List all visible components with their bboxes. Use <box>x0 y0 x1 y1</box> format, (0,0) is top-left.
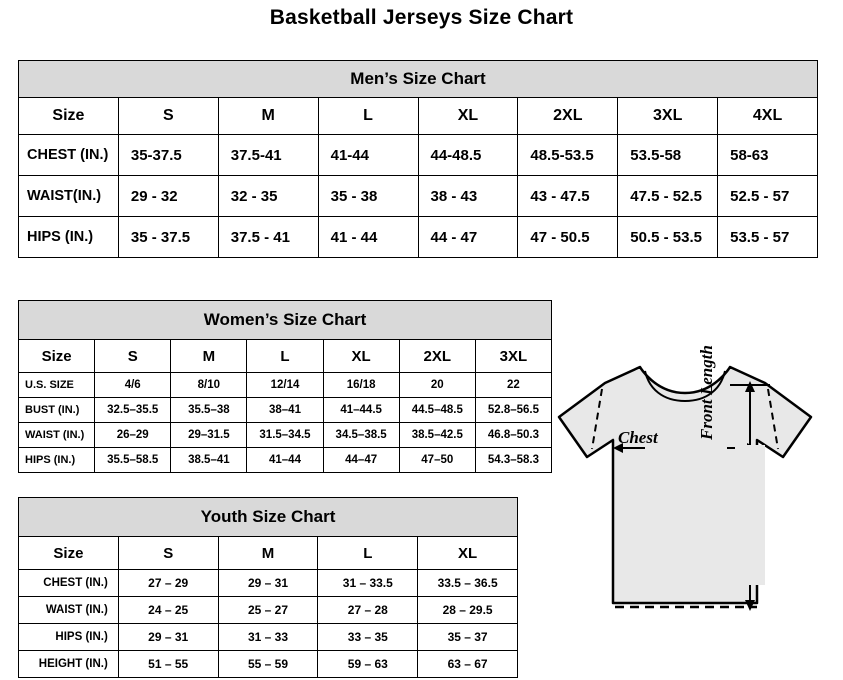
table-header-row <box>19 98 818 135</box>
womens-col-l: L <box>247 340 323 373</box>
shirt-outline <box>559 367 811 603</box>
mens-col-2xl: 2XL <box>518 98 618 135</box>
womens-row-label-us-size: U.S. SIZE <box>19 373 95 398</box>
youth-chest-xl: 33.5 – 36.5 <box>418 570 518 597</box>
front-length-measure-label: Front Length <box>697 345 716 440</box>
mens-hips-4xl: 53.5 - 57 <box>718 217 818 258</box>
womens-ussize-l: 12/14 <box>247 373 323 398</box>
youth-col-xl: XL <box>418 537 518 570</box>
youth-size-chart-table <box>18 497 518 678</box>
youth-waist-m: 25 – 27 <box>218 597 318 624</box>
youth-height-m: 55 – 59 <box>218 651 318 678</box>
mens-chest-4xl: 58-63 <box>718 135 818 176</box>
mens-waist-xl: 38 - 43 <box>418 176 518 217</box>
womens-chart-caption: Women’s Size Chart <box>19 301 552 340</box>
table-caption-row <box>19 301 552 340</box>
table-row <box>19 423 552 448</box>
table-row <box>19 398 552 423</box>
womens-col-size: Size <box>19 340 95 373</box>
table-row <box>19 570 518 597</box>
womens-col-3xl: 3XL <box>475 340 551 373</box>
table-caption-row <box>19 61 818 98</box>
mens-col-3xl: 3XL <box>618 98 718 135</box>
chest-measure-label: Chest <box>618 428 658 447</box>
womens-ussize-xl: 16/18 <box>323 373 399 398</box>
youth-hips-s: 29 – 31 <box>118 624 218 651</box>
womens-ussize-s: 4/6 <box>95 373 171 398</box>
womens-bust-xl: 41–44.5 <box>323 398 399 423</box>
womens-ussize-m: 8/10 <box>171 373 247 398</box>
womens-waist-s: 26–29 <box>95 423 171 448</box>
jersey-shirt-icon <box>545 345 835 675</box>
front-length-label-backdrop <box>735 445 765 585</box>
youth-row-label-waist: WAIST (IN.) <box>19 597 119 624</box>
youth-row-label-chest: CHEST (IN.) <box>19 570 119 597</box>
table-row <box>19 217 818 258</box>
youth-chart-caption: Youth Size Chart <box>19 498 518 537</box>
table-row <box>19 624 518 651</box>
page-title: Basketball Jerseys Size Chart <box>269 6 574 29</box>
mens-col-m: M <box>218 98 318 135</box>
table-row <box>19 651 518 678</box>
mens-chest-l: 41-44 <box>318 135 418 176</box>
womens-row-label-waist: WAIST (IN.) <box>19 423 95 448</box>
mens-waist-2xl: 43 - 47.5 <box>518 176 618 217</box>
table-row <box>19 448 552 473</box>
womens-waist-l: 31.5–34.5 <box>247 423 323 448</box>
youth-waist-xl: 28 – 29.5 <box>418 597 518 624</box>
womens-waist-m: 29–31.5 <box>171 423 247 448</box>
mens-hips-l: 41 - 44 <box>318 217 418 258</box>
womens-waist-2xl: 38.5–42.5 <box>399 423 475 448</box>
youth-chest-s: 27 – 29 <box>118 570 218 597</box>
mens-waist-m: 32 - 35 <box>218 176 318 217</box>
youth-row-label-height: HEIGHT (IN.) <box>19 651 119 678</box>
mens-chart-caption: Men’s Size Chart <box>19 61 818 98</box>
youth-col-s: S <box>118 537 218 570</box>
mens-size-chart-table <box>18 60 818 258</box>
womens-hips-l: 41–44 <box>247 448 323 473</box>
womens-bust-2xl: 44.5–48.5 <box>399 398 475 423</box>
youth-col-l: L <box>318 537 418 570</box>
mens-waist-4xl: 52.5 - 57 <box>718 176 818 217</box>
jersey-measurement-diagram <box>545 345 835 675</box>
womens-bust-m: 35.5–38 <box>171 398 247 423</box>
youth-hips-xl: 35 – 37 <box>418 624 518 651</box>
womens-hips-3xl: 54.3–58.3 <box>475 448 551 473</box>
mens-col-l: L <box>318 98 418 135</box>
youth-col-size: Size <box>19 537 119 570</box>
mens-row-label-chest: CHEST (IN.) <box>19 135 119 176</box>
womens-col-m: M <box>171 340 247 373</box>
table-row <box>19 135 818 176</box>
mens-hips-2xl: 47 - 50.5 <box>518 217 618 258</box>
womens-col-xl: XL <box>323 340 399 373</box>
mens-chest-m: 37.5-41 <box>218 135 318 176</box>
youth-waist-s: 24 – 25 <box>118 597 218 624</box>
mens-chest-xl: 44-48.5 <box>418 135 518 176</box>
table-row <box>19 176 818 217</box>
womens-ussize-3xl: 22 <box>475 373 551 398</box>
womens-ussize-2xl: 20 <box>399 373 475 398</box>
mens-col-size: Size <box>19 98 119 135</box>
womens-col-s: S <box>95 340 171 373</box>
womens-bust-3xl: 52.8–56.5 <box>475 398 551 423</box>
youth-height-l: 59 – 63 <box>318 651 418 678</box>
mens-col-s: S <box>118 98 218 135</box>
womens-bust-s: 32.5–35.5 <box>95 398 171 423</box>
youth-hips-l: 33 – 35 <box>318 624 418 651</box>
womens-hips-s: 35.5–58.5 <box>95 448 171 473</box>
youth-col-m: M <box>218 537 318 570</box>
womens-hips-xl: 44–47 <box>323 448 399 473</box>
table-header-row <box>19 537 518 570</box>
youth-chest-m: 29 – 31 <box>218 570 318 597</box>
mens-chest-2xl: 48.5-53.5 <box>518 135 618 176</box>
mens-row-label-hips: HIPS (IN.) <box>19 217 119 258</box>
womens-row-label-bust: BUST (IN.) <box>19 398 95 423</box>
mens-hips-xl: 44 - 47 <box>418 217 518 258</box>
mens-hips-m: 37.5 - 41 <box>218 217 318 258</box>
mens-waist-s: 29 - 32 <box>118 176 218 217</box>
mens-col-4xl: 4XL <box>718 98 818 135</box>
youth-height-xl: 63 – 67 <box>418 651 518 678</box>
mens-chest-s: 35-37.5 <box>118 135 218 176</box>
mens-chest-3xl: 53.5-58 <box>618 135 718 176</box>
womens-col-2xl: 2XL <box>399 340 475 373</box>
womens-waist-3xl: 46.8–50.3 <box>475 423 551 448</box>
table-row <box>19 373 552 398</box>
youth-chest-l: 31 – 33.5 <box>318 570 418 597</box>
table-row <box>19 597 518 624</box>
youth-hips-m: 31 – 33 <box>218 624 318 651</box>
mens-hips-3xl: 50.5 - 53.5 <box>618 217 718 258</box>
youth-height-s: 51 – 55 <box>118 651 218 678</box>
womens-hips-m: 38.5–41 <box>171 448 247 473</box>
mens-waist-3xl: 47.5 - 52.5 <box>618 176 718 217</box>
womens-size-chart-table <box>18 300 552 473</box>
mens-col-xl: XL <box>418 98 518 135</box>
mens-hips-s: 35 - 37.5 <box>118 217 218 258</box>
womens-bust-l: 38–41 <box>247 398 323 423</box>
youth-row-label-hips: HIPS (IN.) <box>19 624 119 651</box>
mens-waist-l: 35 - 38 <box>318 176 418 217</box>
womens-row-label-hips: HIPS (IN.) <box>19 448 95 473</box>
table-header-row <box>19 340 552 373</box>
womens-hips-2xl: 47–50 <box>399 448 475 473</box>
youth-waist-l: 27 – 28 <box>318 597 418 624</box>
mens-row-label-waist: WAIST(IN.) <box>19 176 119 217</box>
front-length-arrow-bottom <box>745 600 755 611</box>
womens-waist-xl: 34.5–38.5 <box>323 423 399 448</box>
table-caption-row <box>19 498 518 537</box>
